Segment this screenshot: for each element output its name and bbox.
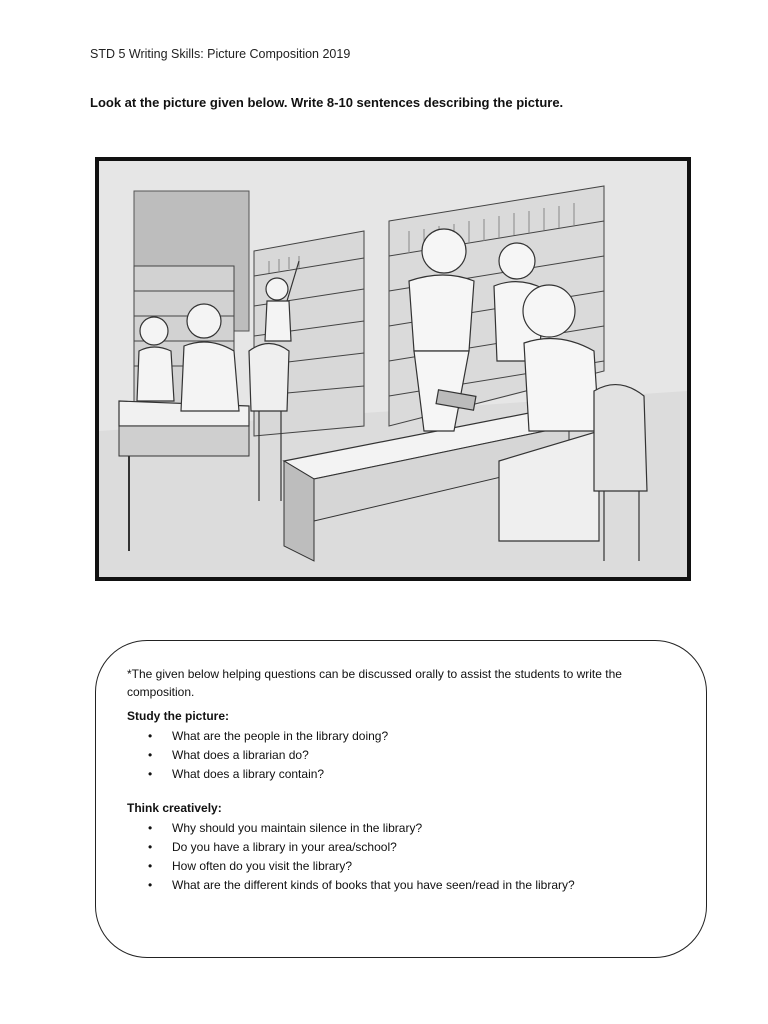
question-text: What does a librarian do? [172,748,309,762]
list-item [127,819,676,837]
think-creatively-heading: Think creatively: [127,801,222,815]
bullet: • [148,821,153,835]
study-picture-heading: Study the picture: [127,709,230,723]
question-text: Why should you maintain silence in the library? [172,821,423,835]
bullet: • [148,729,153,743]
list-item [127,765,676,783]
bullet: • [148,859,153,873]
bullet: • [148,878,153,892]
bullet: • [148,767,153,781]
helping-questions-box [95,640,707,958]
library-scene-illustration [99,161,687,577]
library-picture [95,157,691,581]
bullet: • [148,748,153,762]
question-text: How often do you visit the library? [172,859,353,873]
helping-questions-intro: *The given below helping questions can be discussed orally to assist the students to write the composition. [127,667,622,699]
question-text: What are the different kinds of books that you have seen/read in the library? [172,878,575,892]
think-creatively-questions [127,819,676,894]
document-header: STD 5 Writing Skills: Picture Composition 2019 [90,47,351,61]
question-text: What are the people in the library doing? [172,729,389,743]
list-item [127,857,676,875]
list-item [127,746,676,764]
list-item [127,727,676,745]
instruction-text: Look at the picture given below. Write 8-10 sentences describing the picture. [90,95,564,110]
question-text: Do you have a library in your area/school? [172,840,397,854]
bullet: • [148,840,153,854]
list-item [127,838,676,856]
list-item [127,876,676,894]
study-picture-questions [127,727,676,783]
question-text: What does a library contain? [172,767,325,781]
